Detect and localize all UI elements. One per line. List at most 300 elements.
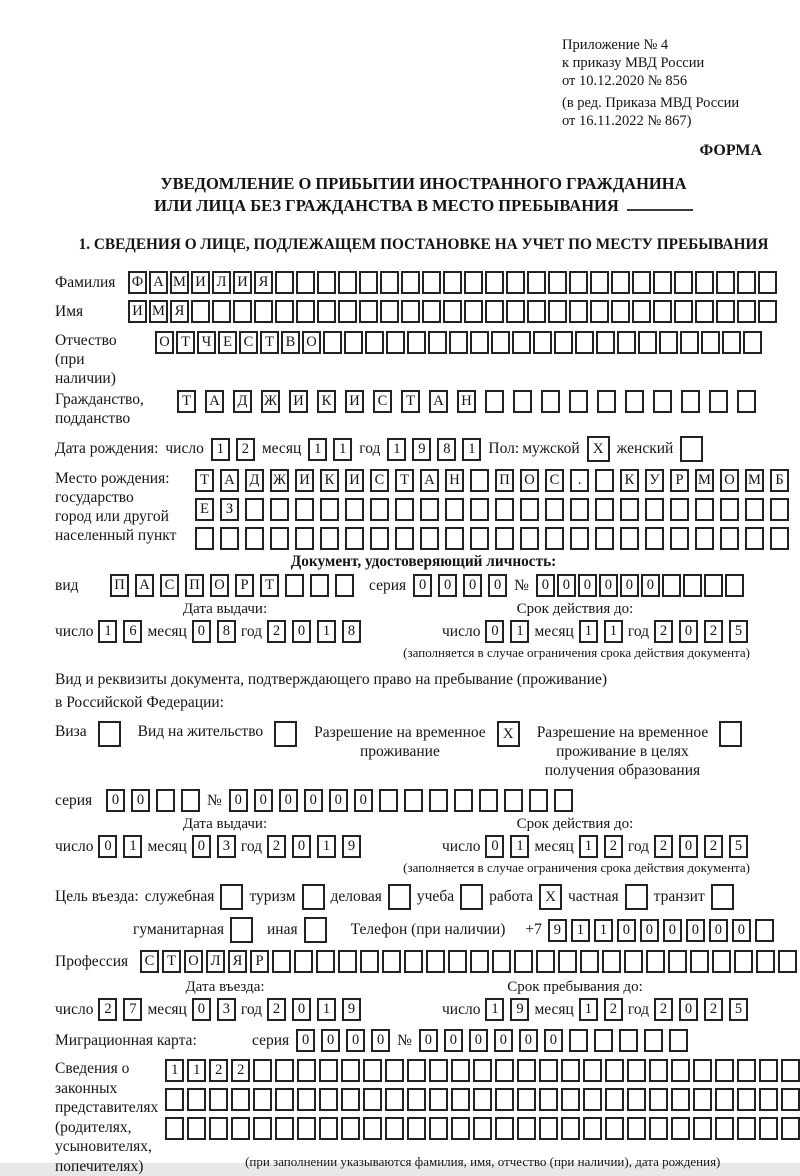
- cell[interactable]: 7: [123, 998, 142, 1021]
- cell[interactable]: И: [295, 469, 314, 492]
- cell[interactable]: [401, 271, 420, 294]
- residence-permit-checkbox[interactable]: [274, 721, 297, 747]
- cell[interactable]: [520, 498, 539, 521]
- cell[interactable]: [570, 498, 589, 521]
- cell[interactable]: [595, 527, 614, 550]
- female-checkbox[interactable]: [680, 436, 703, 462]
- cell[interactable]: [662, 574, 681, 597]
- cell[interactable]: [759, 1088, 778, 1111]
- cell[interactable]: [209, 1117, 228, 1140]
- cell[interactable]: [473, 1088, 492, 1111]
- cell[interactable]: [649, 1088, 668, 1111]
- cell[interactable]: 1: [594, 919, 613, 942]
- cell[interactable]: Д: [245, 469, 264, 492]
- cell[interactable]: [275, 1088, 294, 1111]
- cell[interactable]: [451, 1088, 470, 1111]
- cell[interactable]: [602, 950, 621, 973]
- cell[interactable]: 2: [654, 835, 673, 858]
- cell[interactable]: [470, 331, 489, 354]
- cell[interactable]: [445, 527, 464, 550]
- cell[interactable]: [539, 1088, 558, 1111]
- representatives-row3-cells[interactable]: [165, 1117, 800, 1140]
- cell[interactable]: [338, 271, 357, 294]
- cell[interactable]: [716, 300, 735, 323]
- cell[interactable]: [529, 789, 548, 812]
- cell[interactable]: 3: [217, 835, 236, 858]
- cell[interactable]: Я: [228, 950, 247, 973]
- cell[interactable]: [495, 1117, 514, 1140]
- cell[interactable]: [156, 789, 175, 812]
- cell[interactable]: [605, 1117, 624, 1140]
- purpose-transit-checkbox[interactable]: [711, 884, 734, 910]
- cell[interactable]: [323, 331, 342, 354]
- cell[interactable]: [695, 271, 714, 294]
- stay-year-cells[interactable]: [654, 998, 748, 1021]
- cell[interactable]: [590, 300, 609, 323]
- cell[interactable]: 1: [510, 620, 529, 643]
- cell[interactable]: 1: [485, 998, 504, 1021]
- cell[interactable]: [632, 271, 651, 294]
- cell[interactable]: [561, 1088, 580, 1111]
- cell[interactable]: [561, 1117, 580, 1140]
- cell[interactable]: 0: [641, 574, 660, 597]
- cell[interactable]: [316, 950, 335, 973]
- cell[interactable]: [317, 271, 336, 294]
- cell[interactable]: [212, 300, 231, 323]
- cell[interactable]: [627, 1088, 646, 1111]
- cell[interactable]: 0: [438, 574, 457, 597]
- cell[interactable]: [659, 331, 678, 354]
- cell[interactable]: А: [420, 469, 439, 492]
- cell[interactable]: 0: [292, 835, 311, 858]
- cell[interactable]: [638, 331, 657, 354]
- cell[interactable]: [231, 1117, 250, 1140]
- cell[interactable]: [527, 300, 546, 323]
- cell[interactable]: [360, 950, 379, 973]
- cell[interactable]: [345, 527, 364, 550]
- cell[interactable]: [720, 498, 739, 521]
- cell[interactable]: 5: [729, 998, 748, 1021]
- cell[interactable]: 1: [579, 835, 598, 858]
- cell[interactable]: 0: [686, 919, 705, 942]
- cell[interactable]: [514, 950, 533, 973]
- cell[interactable]: [254, 300, 273, 323]
- cell[interactable]: [495, 527, 514, 550]
- cell[interactable]: Ж: [261, 390, 280, 413]
- cell[interactable]: .: [570, 469, 589, 492]
- res-number-cells[interactable]: [229, 789, 573, 812]
- cell[interactable]: [512, 331, 531, 354]
- cell[interactable]: [335, 574, 354, 597]
- cell[interactable]: [569, 390, 588, 413]
- cell[interactable]: 0: [536, 574, 555, 597]
- cell[interactable]: [479, 789, 498, 812]
- cell[interactable]: [743, 331, 762, 354]
- cell[interactable]: [341, 1088, 360, 1111]
- cell[interactable]: [395, 527, 414, 550]
- cell[interactable]: [778, 950, 797, 973]
- cell[interactable]: 1: [571, 919, 590, 942]
- cell[interactable]: О: [155, 331, 174, 354]
- cell[interactable]: [704, 574, 723, 597]
- cell[interactable]: [716, 271, 735, 294]
- cell[interactable]: [297, 1117, 316, 1140]
- cell[interactable]: 0: [192, 998, 211, 1021]
- purpose-study-checkbox[interactable]: [460, 884, 483, 910]
- cell[interactable]: О: [720, 469, 739, 492]
- cell[interactable]: Ф: [128, 271, 147, 294]
- cell[interactable]: Р: [670, 469, 689, 492]
- cell[interactable]: 0: [679, 620, 698, 643]
- cell[interactable]: Д: [233, 390, 252, 413]
- cell[interactable]: М: [745, 469, 764, 492]
- cell[interactable]: 8: [437, 438, 456, 461]
- cell[interactable]: Ж: [270, 469, 289, 492]
- cell[interactable]: [646, 950, 665, 973]
- cell[interactable]: 9: [412, 438, 431, 461]
- purpose-work-checkbox[interactable]: X: [539, 884, 562, 910]
- cell[interactable]: [517, 1117, 536, 1140]
- cell[interactable]: [485, 300, 504, 323]
- cell[interactable]: [454, 789, 473, 812]
- cell[interactable]: [653, 271, 672, 294]
- cell[interactable]: 0: [663, 919, 682, 942]
- cell[interactable]: С: [545, 469, 564, 492]
- cell[interactable]: 0: [469, 1029, 488, 1052]
- res-valid-day-cells[interactable]: [485, 835, 529, 858]
- cell[interactable]: [253, 1059, 272, 1082]
- cell[interactable]: 5: [729, 620, 748, 643]
- cell[interactable]: [583, 1088, 602, 1111]
- cell[interactable]: [341, 1059, 360, 1082]
- cell[interactable]: [693, 1117, 712, 1140]
- cell[interactable]: [737, 300, 756, 323]
- cell[interactable]: 2: [267, 835, 286, 858]
- cell[interactable]: [653, 390, 672, 413]
- representatives-row1-cells[interactable]: [165, 1059, 800, 1082]
- cell[interactable]: И: [191, 271, 210, 294]
- cell[interactable]: [294, 950, 313, 973]
- cell[interactable]: [674, 300, 693, 323]
- cell[interactable]: [443, 271, 462, 294]
- cell[interactable]: [470, 527, 489, 550]
- cell[interactable]: [295, 498, 314, 521]
- cell[interactable]: [495, 498, 514, 521]
- cell[interactable]: Т: [395, 469, 414, 492]
- cell[interactable]: [725, 574, 744, 597]
- cell[interactable]: И: [128, 300, 147, 323]
- cell[interactable]: [429, 1117, 448, 1140]
- cell[interactable]: [395, 498, 414, 521]
- entry-month-cells[interactable]: [192, 998, 236, 1021]
- cell[interactable]: П: [110, 574, 129, 597]
- cell[interactable]: [449, 331, 468, 354]
- birthplace-row3-cells[interactable]: [195, 527, 789, 550]
- cell[interactable]: Ч: [197, 331, 216, 354]
- cell[interactable]: [734, 950, 753, 973]
- cell[interactable]: [451, 1059, 470, 1082]
- cell[interactable]: 2: [704, 835, 723, 858]
- cell[interactable]: 1: [165, 1059, 184, 1082]
- doc-issue-day-cells[interactable]: [98, 620, 142, 643]
- cell[interactable]: [668, 950, 687, 973]
- cell[interactable]: [681, 390, 700, 413]
- cell[interactable]: [296, 271, 315, 294]
- cell[interactable]: 0: [304, 789, 323, 812]
- cell[interactable]: [429, 1088, 448, 1111]
- cell[interactable]: 0: [131, 789, 150, 812]
- cell[interactable]: Н: [457, 390, 476, 413]
- cell[interactable]: [644, 1029, 663, 1052]
- doc-series-cells[interactable]: [413, 574, 507, 597]
- cell[interactable]: О: [520, 469, 539, 492]
- cell[interactable]: [320, 527, 339, 550]
- cell[interactable]: [401, 300, 420, 323]
- cell[interactable]: Т: [260, 331, 279, 354]
- cell[interactable]: 6: [123, 620, 142, 643]
- cell[interactable]: И: [289, 390, 308, 413]
- cell[interactable]: [554, 789, 573, 812]
- cell[interactable]: [695, 527, 714, 550]
- cell[interactable]: 1: [308, 438, 327, 461]
- cell[interactable]: [253, 1117, 272, 1140]
- cell[interactable]: [580, 950, 599, 973]
- cell[interactable]: О: [184, 950, 203, 973]
- cell[interactable]: [605, 1088, 624, 1111]
- cell[interactable]: [345, 498, 364, 521]
- cell[interactable]: 0: [578, 574, 597, 597]
- cell[interactable]: [317, 300, 336, 323]
- cell[interactable]: [690, 950, 709, 973]
- cell[interactable]: [781, 1088, 800, 1111]
- cell[interactable]: [605, 1059, 624, 1082]
- cell[interactable]: [745, 498, 764, 521]
- mig-series-cells[interactable]: [296, 1029, 390, 1052]
- cell[interactable]: [485, 390, 504, 413]
- cell[interactable]: Л: [212, 271, 231, 294]
- cell[interactable]: [491, 331, 510, 354]
- cell[interactable]: Т: [195, 469, 214, 492]
- cell[interactable]: 0: [444, 1029, 463, 1052]
- cell[interactable]: [451, 1117, 470, 1140]
- cell[interactable]: А: [135, 574, 154, 597]
- cell[interactable]: 0: [229, 789, 248, 812]
- cell[interactable]: 1: [333, 438, 352, 461]
- stay-day-cells[interactable]: [485, 998, 529, 1021]
- res-issue-year-cells[interactable]: [267, 835, 361, 858]
- cell[interactable]: 0: [494, 1029, 513, 1052]
- cell[interactable]: [165, 1117, 184, 1140]
- cell[interactable]: [320, 498, 339, 521]
- cell[interactable]: Я: [254, 271, 273, 294]
- cell[interactable]: [420, 527, 439, 550]
- cell[interactable]: 8: [342, 620, 361, 643]
- cell[interactable]: [295, 527, 314, 550]
- cell[interactable]: [506, 300, 525, 323]
- cell[interactable]: 2: [604, 835, 623, 858]
- cell[interactable]: [407, 1088, 426, 1111]
- cell[interactable]: 2: [704, 620, 723, 643]
- cell[interactable]: [443, 300, 462, 323]
- cell[interactable]: [253, 1088, 272, 1111]
- cell[interactable]: [428, 331, 447, 354]
- cell[interactable]: [470, 469, 489, 492]
- cell[interactable]: [545, 498, 564, 521]
- cell[interactable]: А: [220, 469, 239, 492]
- cell[interactable]: [561, 1059, 580, 1082]
- cell[interactable]: [385, 1088, 404, 1111]
- cell[interactable]: 0: [106, 789, 125, 812]
- cell[interactable]: [506, 271, 525, 294]
- cell[interactable]: [693, 1088, 712, 1111]
- cell[interactable]: М: [170, 271, 189, 294]
- cell[interactable]: [297, 1059, 316, 1082]
- cell[interactable]: [715, 1117, 734, 1140]
- cell[interactable]: [583, 1117, 602, 1140]
- cell[interactable]: З: [220, 498, 239, 521]
- cell[interactable]: [445, 498, 464, 521]
- cell[interactable]: [594, 1029, 613, 1052]
- cell[interactable]: [181, 789, 200, 812]
- cell[interactable]: [709, 390, 728, 413]
- cell[interactable]: 0: [254, 789, 273, 812]
- representatives-row2-cells[interactable]: [165, 1088, 800, 1111]
- cell[interactable]: Е: [195, 498, 214, 521]
- cell[interactable]: 0: [485, 620, 504, 643]
- cell[interactable]: А: [149, 271, 168, 294]
- cell[interactable]: 0: [617, 919, 636, 942]
- cell[interactable]: [596, 331, 615, 354]
- cell[interactable]: [296, 300, 315, 323]
- cell[interactable]: В: [281, 331, 300, 354]
- cell[interactable]: П: [185, 574, 204, 597]
- cell[interactable]: 0: [709, 919, 728, 942]
- temp-residence-edu-checkbox[interactable]: [719, 721, 742, 747]
- cell[interactable]: 0: [292, 620, 311, 643]
- cell[interactable]: [165, 1088, 184, 1111]
- cell[interactable]: [569, 271, 588, 294]
- cell[interactable]: 2: [98, 998, 117, 1021]
- cell[interactable]: [245, 527, 264, 550]
- doc-valid-year-cells[interactable]: [654, 620, 748, 643]
- cell[interactable]: [758, 300, 777, 323]
- cell[interactable]: 1: [387, 438, 406, 461]
- doc-kind-cells[interactable]: [110, 574, 354, 597]
- cell[interactable]: [470, 498, 489, 521]
- cell[interactable]: [712, 950, 731, 973]
- cell[interactable]: 0: [371, 1029, 390, 1052]
- cell[interactable]: 0: [279, 789, 298, 812]
- cell[interactable]: [231, 1088, 250, 1111]
- cell[interactable]: И: [345, 390, 364, 413]
- cell[interactable]: [233, 300, 252, 323]
- cell[interactable]: [645, 527, 664, 550]
- cell[interactable]: [671, 1059, 690, 1082]
- cell[interactable]: 1: [211, 438, 230, 461]
- cell[interactable]: [407, 1117, 426, 1140]
- cell[interactable]: 1: [317, 620, 336, 643]
- cell[interactable]: 8: [217, 620, 236, 643]
- cell[interactable]: [653, 300, 672, 323]
- cell[interactable]: [671, 1117, 690, 1140]
- visa-checkbox[interactable]: [98, 721, 121, 747]
- cell[interactable]: 5: [729, 835, 748, 858]
- cell[interactable]: Р: [235, 574, 254, 597]
- cell[interactable]: 1: [317, 998, 336, 1021]
- cell[interactable]: 1: [98, 620, 117, 643]
- cell[interactable]: [275, 1117, 294, 1140]
- cell[interactable]: [187, 1088, 206, 1111]
- cell[interactable]: [370, 498, 389, 521]
- cell[interactable]: [285, 574, 304, 597]
- cell[interactable]: [617, 331, 636, 354]
- doc-valid-day-cells[interactable]: [485, 620, 529, 643]
- cell[interactable]: 2: [604, 998, 623, 1021]
- doc-valid-month-cells[interactable]: [579, 620, 623, 643]
- cell[interactable]: [737, 1088, 756, 1111]
- cell[interactable]: [380, 271, 399, 294]
- cell[interactable]: [404, 950, 423, 973]
- cell[interactable]: [363, 1117, 382, 1140]
- cell[interactable]: 0: [544, 1029, 563, 1052]
- cell[interactable]: [759, 1117, 778, 1140]
- cell[interactable]: [422, 271, 441, 294]
- temp-residence-checkbox[interactable]: X: [497, 721, 520, 747]
- cell[interactable]: [627, 1059, 646, 1082]
- stay-month-cells[interactable]: [579, 998, 623, 1021]
- cell[interactable]: [310, 574, 329, 597]
- cell[interactable]: 1: [579, 998, 598, 1021]
- cell[interactable]: К: [317, 390, 336, 413]
- cell[interactable]: [319, 1117, 338, 1140]
- cell[interactable]: [583, 1059, 602, 1082]
- cell[interactable]: [404, 789, 423, 812]
- cell[interactable]: [781, 1117, 800, 1140]
- doc-issue-month-cells[interactable]: [192, 620, 236, 643]
- cell[interactable]: 1: [604, 620, 623, 643]
- cell[interactable]: [195, 527, 214, 550]
- cell[interactable]: [448, 950, 467, 973]
- cell[interactable]: [426, 950, 445, 973]
- cell[interactable]: [737, 271, 756, 294]
- cell[interactable]: 2: [267, 998, 286, 1021]
- phone-cells[interactable]: [548, 919, 774, 942]
- cell[interactable]: Т: [162, 950, 181, 973]
- cell[interactable]: 0: [346, 1029, 365, 1052]
- cell[interactable]: 2: [236, 438, 255, 461]
- cell[interactable]: [495, 1059, 514, 1082]
- cell[interactable]: 3: [217, 998, 236, 1021]
- purpose-humanitarian-checkbox[interactable]: [230, 917, 253, 943]
- cell[interactable]: [319, 1088, 338, 1111]
- cell[interactable]: [545, 527, 564, 550]
- cell[interactable]: [720, 527, 739, 550]
- cell[interactable]: А: [429, 390, 448, 413]
- cell[interactable]: [245, 498, 264, 521]
- cell[interactable]: 1: [579, 620, 598, 643]
- cell[interactable]: [464, 300, 483, 323]
- cell[interactable]: Т: [176, 331, 195, 354]
- cell[interactable]: 0: [557, 574, 576, 597]
- cell[interactable]: [737, 390, 756, 413]
- cell[interactable]: 9: [342, 835, 361, 858]
- cell[interactable]: 9: [548, 919, 567, 942]
- cell[interactable]: [492, 950, 511, 973]
- purpose-other-checkbox[interactable]: [304, 917, 327, 943]
- cell[interactable]: [611, 300, 630, 323]
- cell[interactable]: [513, 390, 532, 413]
- cell[interactable]: [407, 1059, 426, 1082]
